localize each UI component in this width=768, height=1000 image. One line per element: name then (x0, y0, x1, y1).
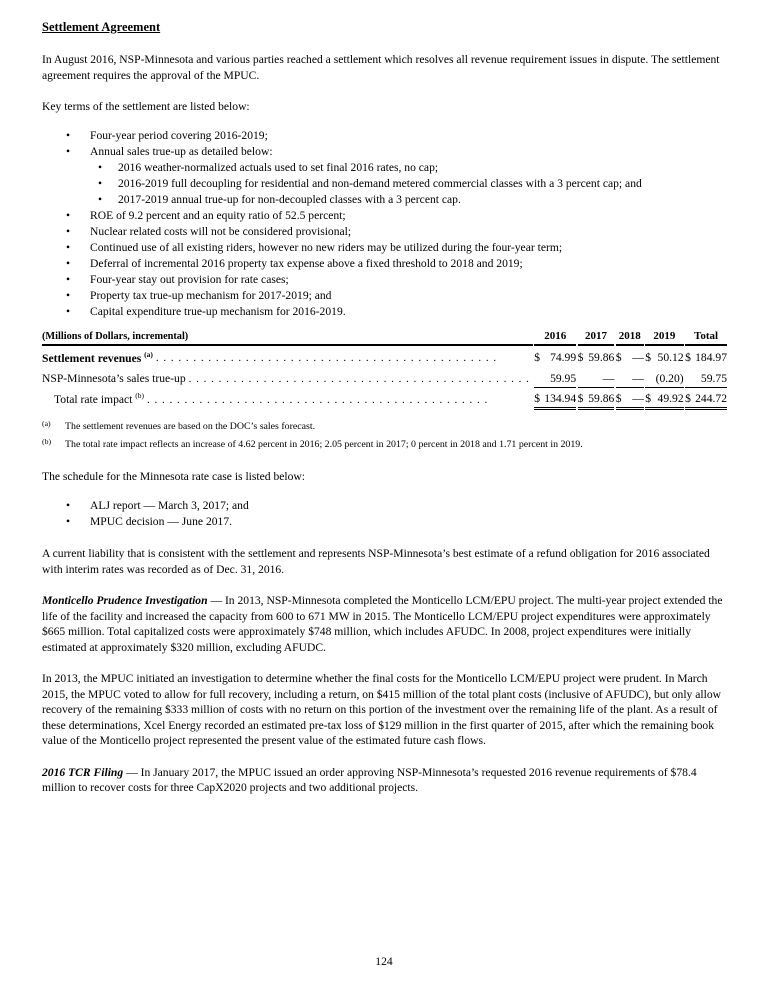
footnote-a (42, 420, 726, 433)
intro-paragraph: In August 2016, NSP-Minnesota and various parties reached a settlement which resolves all revenue requirement issues in dispute. The settlement agreement requires the approval of the MPUC. (42, 53, 720, 82)
row-label: NSP-Minnesota’s sales true-up (42, 372, 186, 386)
column-header-2019: 2019 (645, 330, 683, 345)
list-item: • ROE of 9.2 percent and an equity ratio of 52.5 percent; (42, 208, 726, 224)
tcr-heading: 2016 TCR Filing (42, 765, 124, 779)
cell-value: 59.95 (541, 366, 576, 387)
footnote-b (42, 438, 726, 451)
list-item-sub: • 2017-2019 annual true-up for non-decoupled classes with a 3 percent cap. (42, 192, 726, 208)
footnote-text: The settlement revenues are based on the DOC’s sales forecast. (65, 420, 316, 432)
footnotes (42, 420, 726, 451)
list-item: • Annual sales true-up as detailed below: (42, 144, 726, 160)
column-header-total: Total (685, 330, 727, 345)
table-row (42, 345, 727, 367)
page-number: 124 (375, 955, 393, 968)
currency-symbol (645, 366, 652, 387)
currency-symbol (616, 366, 624, 387)
list-item: • MPUC decision — June 2017. (42, 514, 726, 530)
dot-leader (147, 393, 530, 406)
cell-value: 134.94 (541, 387, 576, 408)
cell-value: 50.12 (657, 351, 684, 365)
currency-symbol: $ (685, 351, 691, 365)
cell-value: 59.86 (588, 351, 615, 365)
cell-value: 49.92 (652, 387, 683, 408)
schedule-lead: The schedule for the Minnesota rate case is listed below: (42, 469, 306, 483)
section-heading: Settlement Agreement (42, 20, 161, 34)
list-item-sub: • 2016-2019 full decoupling for residential and non-demand metered commercial classes with a 3 percent cap; and (42, 176, 726, 192)
list-item: • Capital expenditure true-up mechanism for 2016-2019. (42, 304, 726, 320)
dot-leader (189, 372, 530, 385)
currency-symbol (534, 366, 541, 387)
list-item: • Continued use of all existing riders, however no new riders may be utilized during the four-year term; (42, 240, 726, 256)
row-label: Total rate impact $^{(b)}$ (54, 391, 145, 407)
currency-symbol: $ (685, 387, 692, 408)
settlement-revenues-table (42, 330, 727, 410)
table-row (42, 366, 727, 387)
row-label: Settlement revenues $^{(a)}$ (42, 349, 153, 365)
currency-symbol: $ (578, 387, 585, 408)
footnote-marker: (a) (42, 418, 51, 428)
currency-symbol: $ (645, 351, 651, 365)
list-item: • Nuclear related costs will not be considered provisional; (42, 224, 726, 240)
currency-symbol: $ (534, 351, 541, 365)
list-item: • Four-year period covering 2016-2019; (42, 128, 726, 144)
footnote-text: The total rate impact reflects an increase of 4.62 percent in 2016; 2.05 percent in 2017; 0 percent in 2018 and 1.71 percent in 2019. (65, 438, 583, 450)
key-terms-lead: Key terms of the settlement are listed below: (42, 100, 250, 113)
currency-symbol: $ (577, 351, 584, 365)
investigation-paragraph: In 2013, the MPUC initiated an investigation to determine whether the final costs for the Monticello LCM/EPU project were prudent. In March 2015, the MPUC voted to allow for full recovery, including a return, on $415 million of the total plant costs (inclusive of AFUDC), but only allow recovery of the remaining $333 million of costs with no return on this portion of the investment over the remaining life of the plant. As a result of these determinations, Xcel Energy recorded an estimated pre-tax loss of $129 million in the first quarter of 2015, after which the remaining book value of the Monticello project represented the present value of the estimated future cash flows. (42, 672, 721, 748)
list-item-sub: • 2016 weather-normalized actuals used to set final 2016 rates, no cap; (42, 160, 726, 176)
monticello-paragraph: Monticello Prudence Investigation — In 2013, NSP-Minnesota completed the Monticello LCM/EPU project. The multi-year project extended the life of the facility and increased the capacity from 600 to 671 MW in 2015. The Monticello LCM/EPU project expenditures were approximately $665 million. Total capitalized costs were approximately $748 million, which includes AFUDC. In 2008, project expenditures were initially estimated at approximately $320 million, excluding AFUDC. (42, 594, 723, 654)
currency-symbol: $ (645, 387, 652, 408)
cell-value: 74.99 (550, 351, 577, 365)
key-terms-list (42, 128, 726, 320)
monticello-heading: Monticello Prudence Investigation (42, 594, 208, 608)
column-header-2016: 2016 (534, 330, 576, 345)
cell-value: — (585, 366, 615, 387)
footnote-ref-b: (b) (135, 391, 145, 401)
schedule-list (42, 498, 726, 530)
footnote-marker: (b) (42, 436, 52, 446)
list-item: • Property tax true-up mechanism for 2017-2019; and (42, 288, 726, 304)
cell-value: 184.97 (695, 351, 727, 365)
currency-symbol: $ (534, 387, 541, 408)
cell-value: — (624, 387, 644, 408)
table-unit-label: (Millions of Dollars, incremental) (42, 330, 533, 345)
column-header-2018: 2018 (616, 330, 644, 345)
cell-value: 59.75 (692, 366, 727, 387)
cell-value: 59.86 (585, 387, 615, 408)
currency-symbol (578, 366, 585, 387)
list-item: • Four-year stay out provision for rate cases; (42, 272, 726, 288)
table-row-total (42, 387, 727, 408)
footnote-ref-a: (a) (144, 349, 153, 359)
column-header-2017: 2017 (578, 330, 615, 345)
cell-value: 244.72 (692, 387, 727, 408)
table-header-row (42, 330, 727, 345)
currency-symbol (685, 366, 692, 387)
tcr-paragraph: 2016 TCR Filing — In January 2017, the MPUC issued an order approving NSP-Minnesota’s requested 2016 revenue requirements of $78.4 million to recover costs for three CapX2020 projects and two additional projects. (42, 765, 697, 795)
current-liability-paragraph: A current liability that is consistent with the settlement and represents NSP-Minnesota’s best estimate of a refund obligation for 2016 associated with interim rates was recorded as of Dec. 31, 2016. (42, 547, 710, 576)
currency-symbol: $ (615, 351, 622, 365)
cell-value: (0.20) (652, 366, 683, 387)
cell-value: — (624, 366, 644, 387)
dot-leader (156, 351, 530, 364)
list-item: • Deferral of incremental 2016 property tax expense above a fixed threshold to 2018 and 2019; (42, 256, 726, 272)
cell-value: — (632, 351, 644, 365)
currency-symbol: $ (616, 387, 624, 408)
list-item: • ALJ report — March 3, 2017; and (42, 498, 726, 514)
